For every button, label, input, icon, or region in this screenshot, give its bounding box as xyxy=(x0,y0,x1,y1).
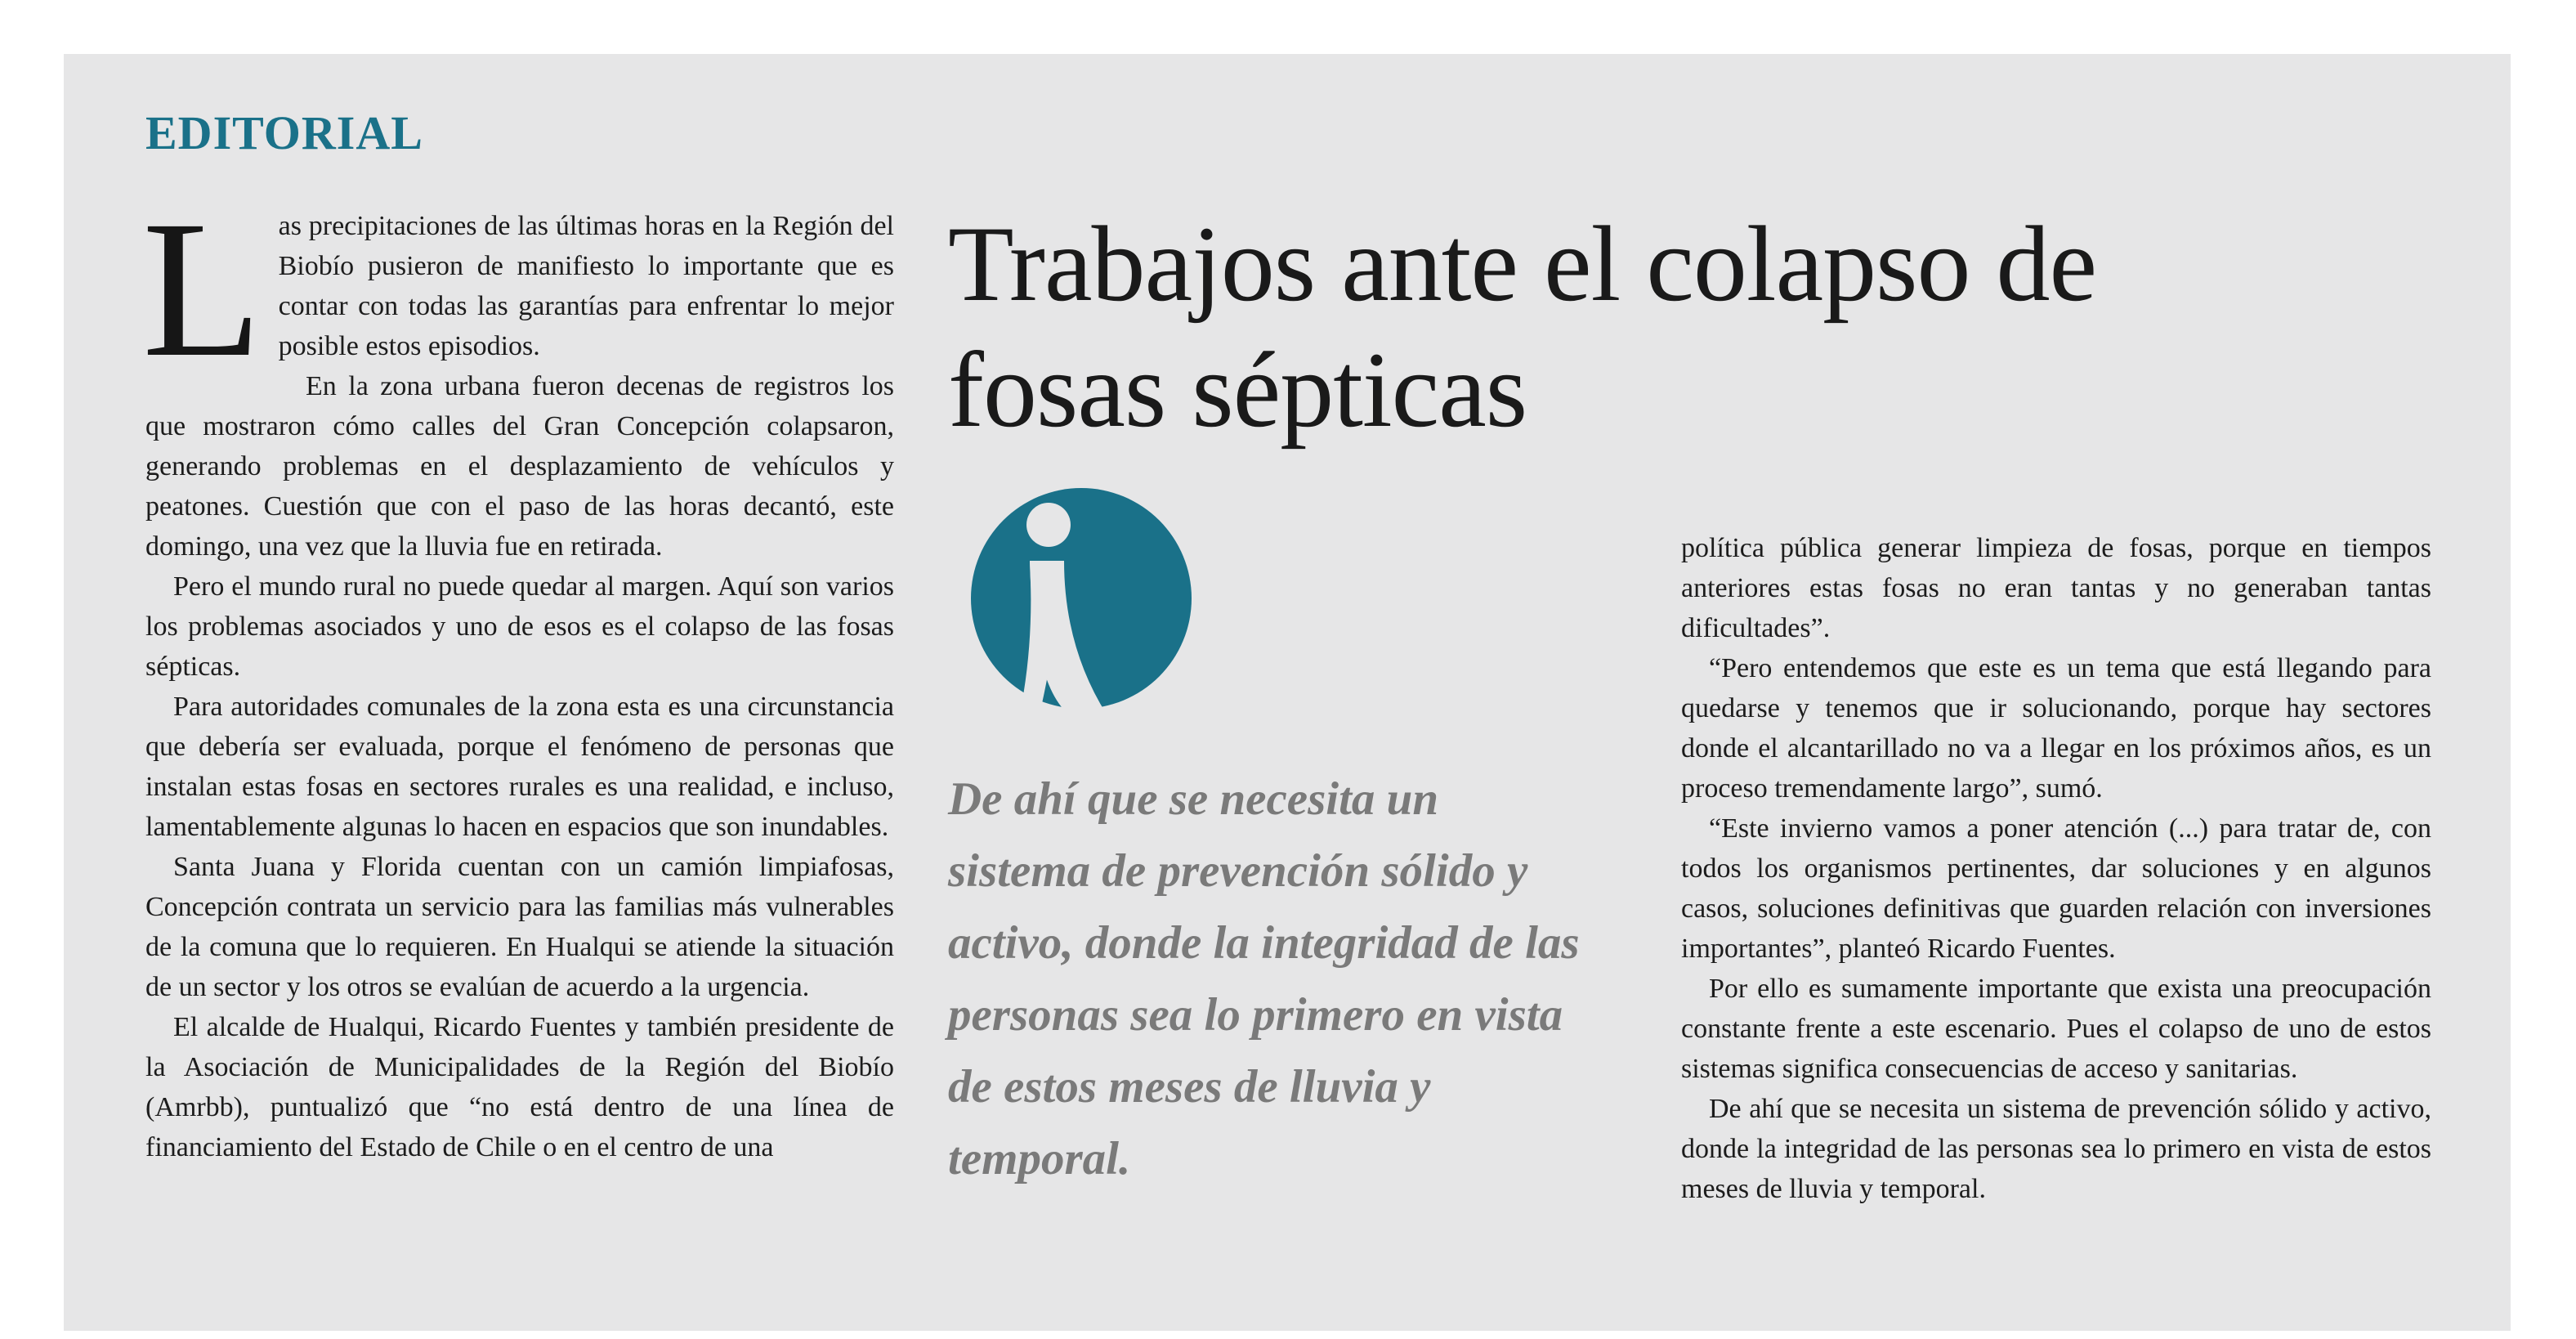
paragraph-11: De ahí que se necesita un sistema de prevención sólido y activo, donde la integridad de las personas sea lo primero en vista de estos meses de lluvia y temporal. xyxy=(1681,1094,2431,1204)
paragraph-9: “Este invierno vamos a poner atención (...) para tratar de, con todos los organismos pertinentes, dar soluciones y en algunos casos, soluciones definitivas que guarden relación con inversiones importantes”, planteó Ricardo Fuentes. xyxy=(1681,813,2431,964)
paragraph-5: Santa Juana y Florida cuentan con un camión limpiafosas, Concepción contrata un servicio para las familias más vulnerables de la comuna que lo requieren. En Hualqui se atiende la situación de un sector y los otros se evalúan de acuerdo a la urgencia. xyxy=(145,852,894,1002)
dropcap: L xyxy=(142,180,262,397)
right-column xyxy=(1681,528,2431,1209)
paragraph-1 xyxy=(142,180,894,397)
paragraph-6: El alcalde de Hualqui, Ricardo Fuentes y también presidente de la Asociación de Municipalidades de la Región del Biobío (Amrbb), puntualizó que “no está dentro de una línea de financiamiento del Estado de Chile o en el centro de una xyxy=(145,1012,894,1162)
section-label: EDITORIAL xyxy=(145,106,423,159)
paragraph-7: política pública generar limpieza de fosas, porque en tiempos anteriores estas fosas no eran tantas y no generaban tantas dificultades”. xyxy=(1681,533,2431,643)
paragraph-8: “Pero entendemos que este es un tema que está llegando para quedarse y tenemos que ir solucionando, porque hay sectores donde el alcantarillado no va a llegar en los próximos años, es un proceso tremendamente largo”, sumó. xyxy=(1681,653,2431,804)
pull-quote: De ahí que se necesita un sistema de prevención sólido y activo, donde la integridad de las personas sea lo primero en vista de estos meses de lluvia y temporal. xyxy=(948,773,1580,1184)
left-column xyxy=(142,180,894,1167)
paragraph-10: Por ello es sumamente importante que exista una preocupación constante frente a este escenario. Pues el colapso de uno de estos sistemas significa consecuencias de acceso y sanitarias. xyxy=(1681,974,2431,1084)
paragraph-1-text: as precipitaciones de las últimas horas en la Región del Biobío pusieron de manifiesto lo importante que es contar con todas las garantías para enfrentar lo mejor posible estos episodios. xyxy=(278,211,894,361)
info-icon xyxy=(969,482,1194,714)
paragraph-3: Pero el mundo rural no puede quedar al margen. Aquí son varios los problemas asociados y uno de esos es el colapso de las fosas sépticas. xyxy=(145,571,894,682)
headline: Trabajos ante el colapso de fosas sépticas xyxy=(948,204,2097,450)
paragraph-4: Para autoridades comunales de la zona esta es una circunstancia que debería ser evaluada, porque el fenómeno de personas que instalan estas fosas en sectores rurales es una realidad, e incluso, lamentablemente algunas lo hacen en espacios que son inundables. xyxy=(145,692,894,842)
paragraph-2: En la zona urbana fueron decenas de registros los que mostraron cómo calles del Gran Concepción colapsaron, generando problemas en el desplazamiento de vehículos y peatones. Cuestión que con el paso de las horas decantó, este domingo, una vez que la lluvia fue en retirada. xyxy=(145,371,894,562)
